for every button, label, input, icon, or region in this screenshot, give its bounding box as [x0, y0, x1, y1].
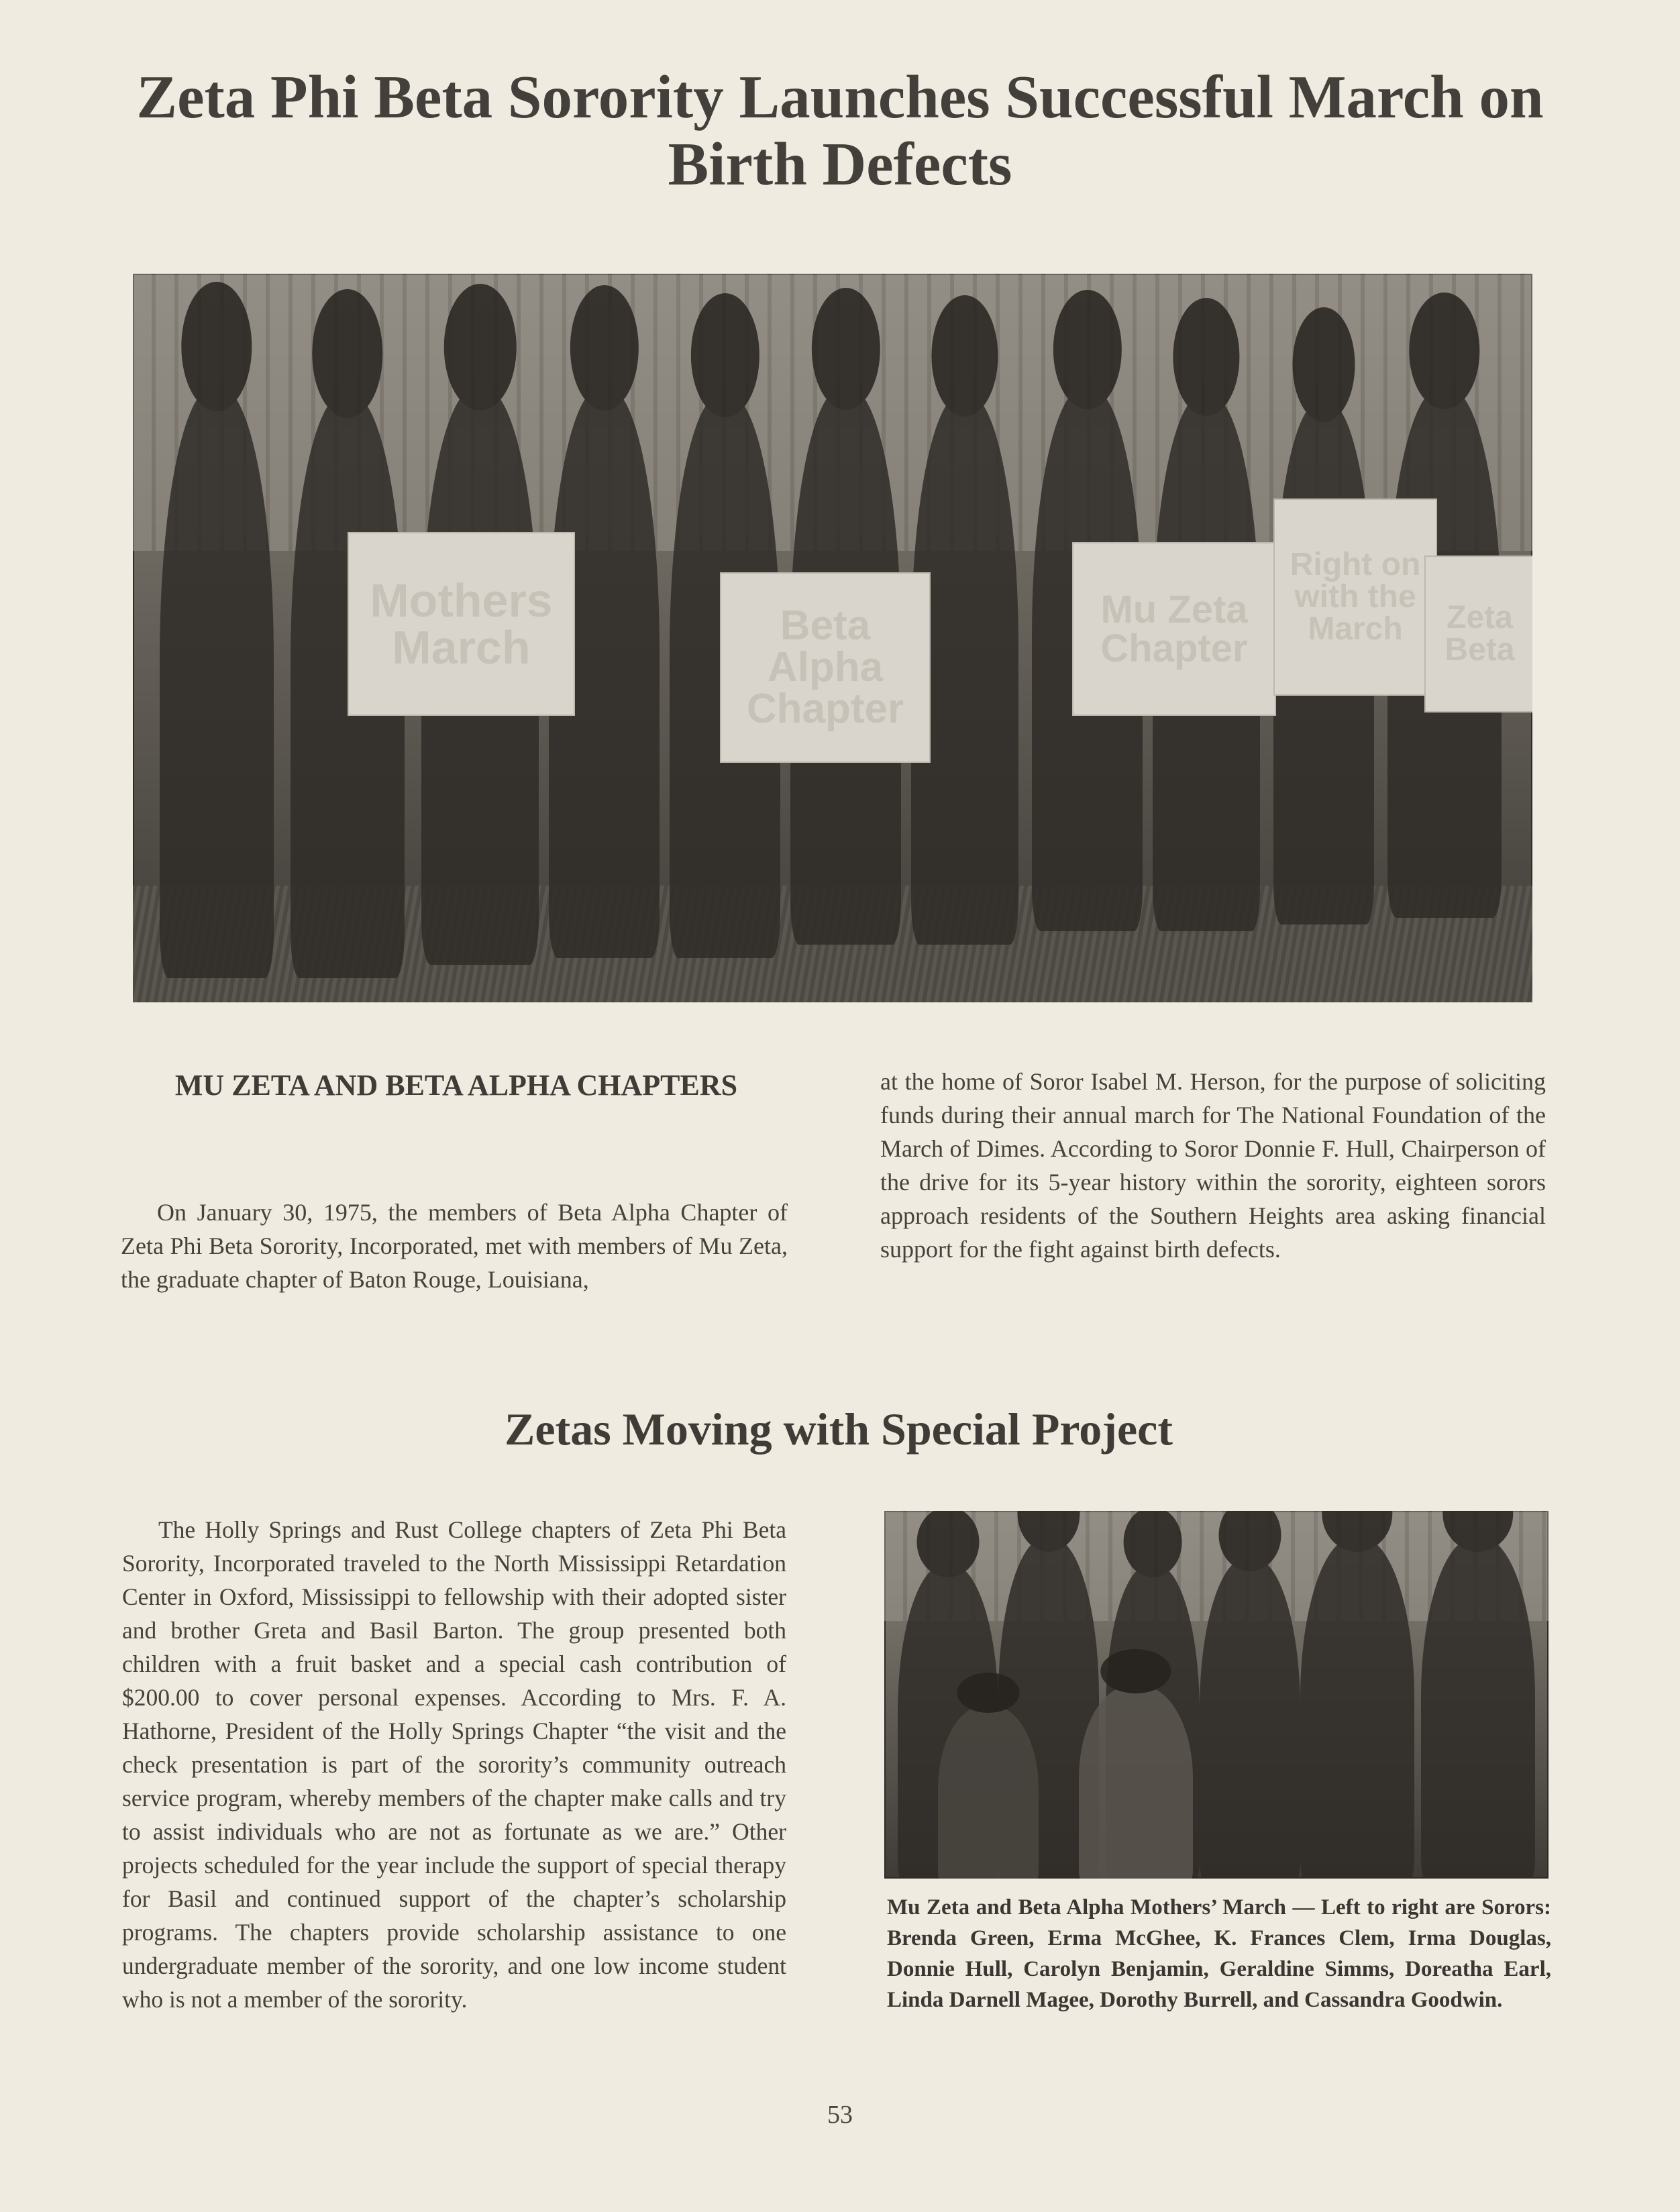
group-photo-mothers-march: [133, 274, 1532, 1002]
photo-person: [160, 388, 274, 978]
photo-person: [1421, 1538, 1535, 1879]
article1-left-paragraph: On January 30, 1975, the members of Beta Alpha Chapter of Zeta Phi Beta Sorority, Incorporated, met with members of Mu Zeta, the graduate chapter of Baton Rouge, Louisiana,: [121, 1199, 788, 1293]
page-headline: Zeta Phi Beta Sorority Launches Successful March on Birth Defects: [136, 63, 1544, 198]
photo-person: [1300, 1538, 1414, 1879]
protest-sign: Beta Alpha Chapter: [720, 572, 931, 763]
protest-sign: Zeta Beta: [1424, 556, 1532, 713]
article-subhead: MU ZETA AND BETA ALPHA CHAPTERS: [174, 1069, 738, 1102]
photo-child: [938, 1705, 1039, 1879]
page-number: 53: [827, 2101, 853, 2129]
article2-paragraph: The Holly Springs and Rust College chapters of Zeta Phi Beta Sorority, Incorporated traveled to the North Mississippi Retardation Center in Oxford, Mississippi to fellowship with their adopted sister and brother Greta and Basil Barton. The group presented both children with a fruit basket and a special cash contribution of $200.00 to cover personal expenses. According to Mrs. F. A. Hathorne, President of the Holly Springs Chapter “the visit and the check presentation is part of the sorority’s community outreach service program, whereby members of the chapter make calls and try to assist individuals who are not as fortunate as we are.” Other projects scheduled for the year include the support of special therapy for Basil and continued support of the chapter’s scholarship programs. The chapters provide scholarship assistance to one undergraduate member of the sorority, and one low income student who is not a member of the sorority.: [122, 1516, 786, 2013]
photo-special-project: [884, 1511, 1548, 1879]
photo-child: [1079, 1685, 1193, 1879]
article1-right-paragraph: at the home of Soror Isabel M. Herson, for the purpose of soliciting funds during their annual march for The National Foundation of the March of Dimes. According to Soror Donnie F. Hull, Chairperson of the drive for its 5-year history within the sorority, eighteen sorors approach residents of the Southern Heights area asking financial support for the fight against birth defects.: [880, 1068, 1546, 1263]
article1-right-column: [880, 1065, 1546, 1266]
article2-headline: Zetas Moving with Special Project: [505, 1404, 1173, 1455]
article1-left-column: [121, 1196, 788, 1296]
protest-sign: Right on with the March: [1273, 498, 1437, 696]
protest-sign: Mu Zeta Chapter: [1072, 542, 1276, 716]
protest-sign: Mothers March: [348, 532, 575, 716]
photo-caption: Mu Zeta and Beta Alpha Mothers’ March — Left to right are Sorors: Brenda Green, Erma McGhee, K. Frances Clem, Irma Douglas, Donnie Hull, Carolyn Benjamin, Geraldine Simms, Doreatha Earl, Linda Darnell Magee, Dorothy Burrell, and Cassandra Goodwin.: [887, 1895, 1551, 2012]
photo-person: [1200, 1558, 1300, 1879]
article2-column: [122, 1513, 786, 2016]
